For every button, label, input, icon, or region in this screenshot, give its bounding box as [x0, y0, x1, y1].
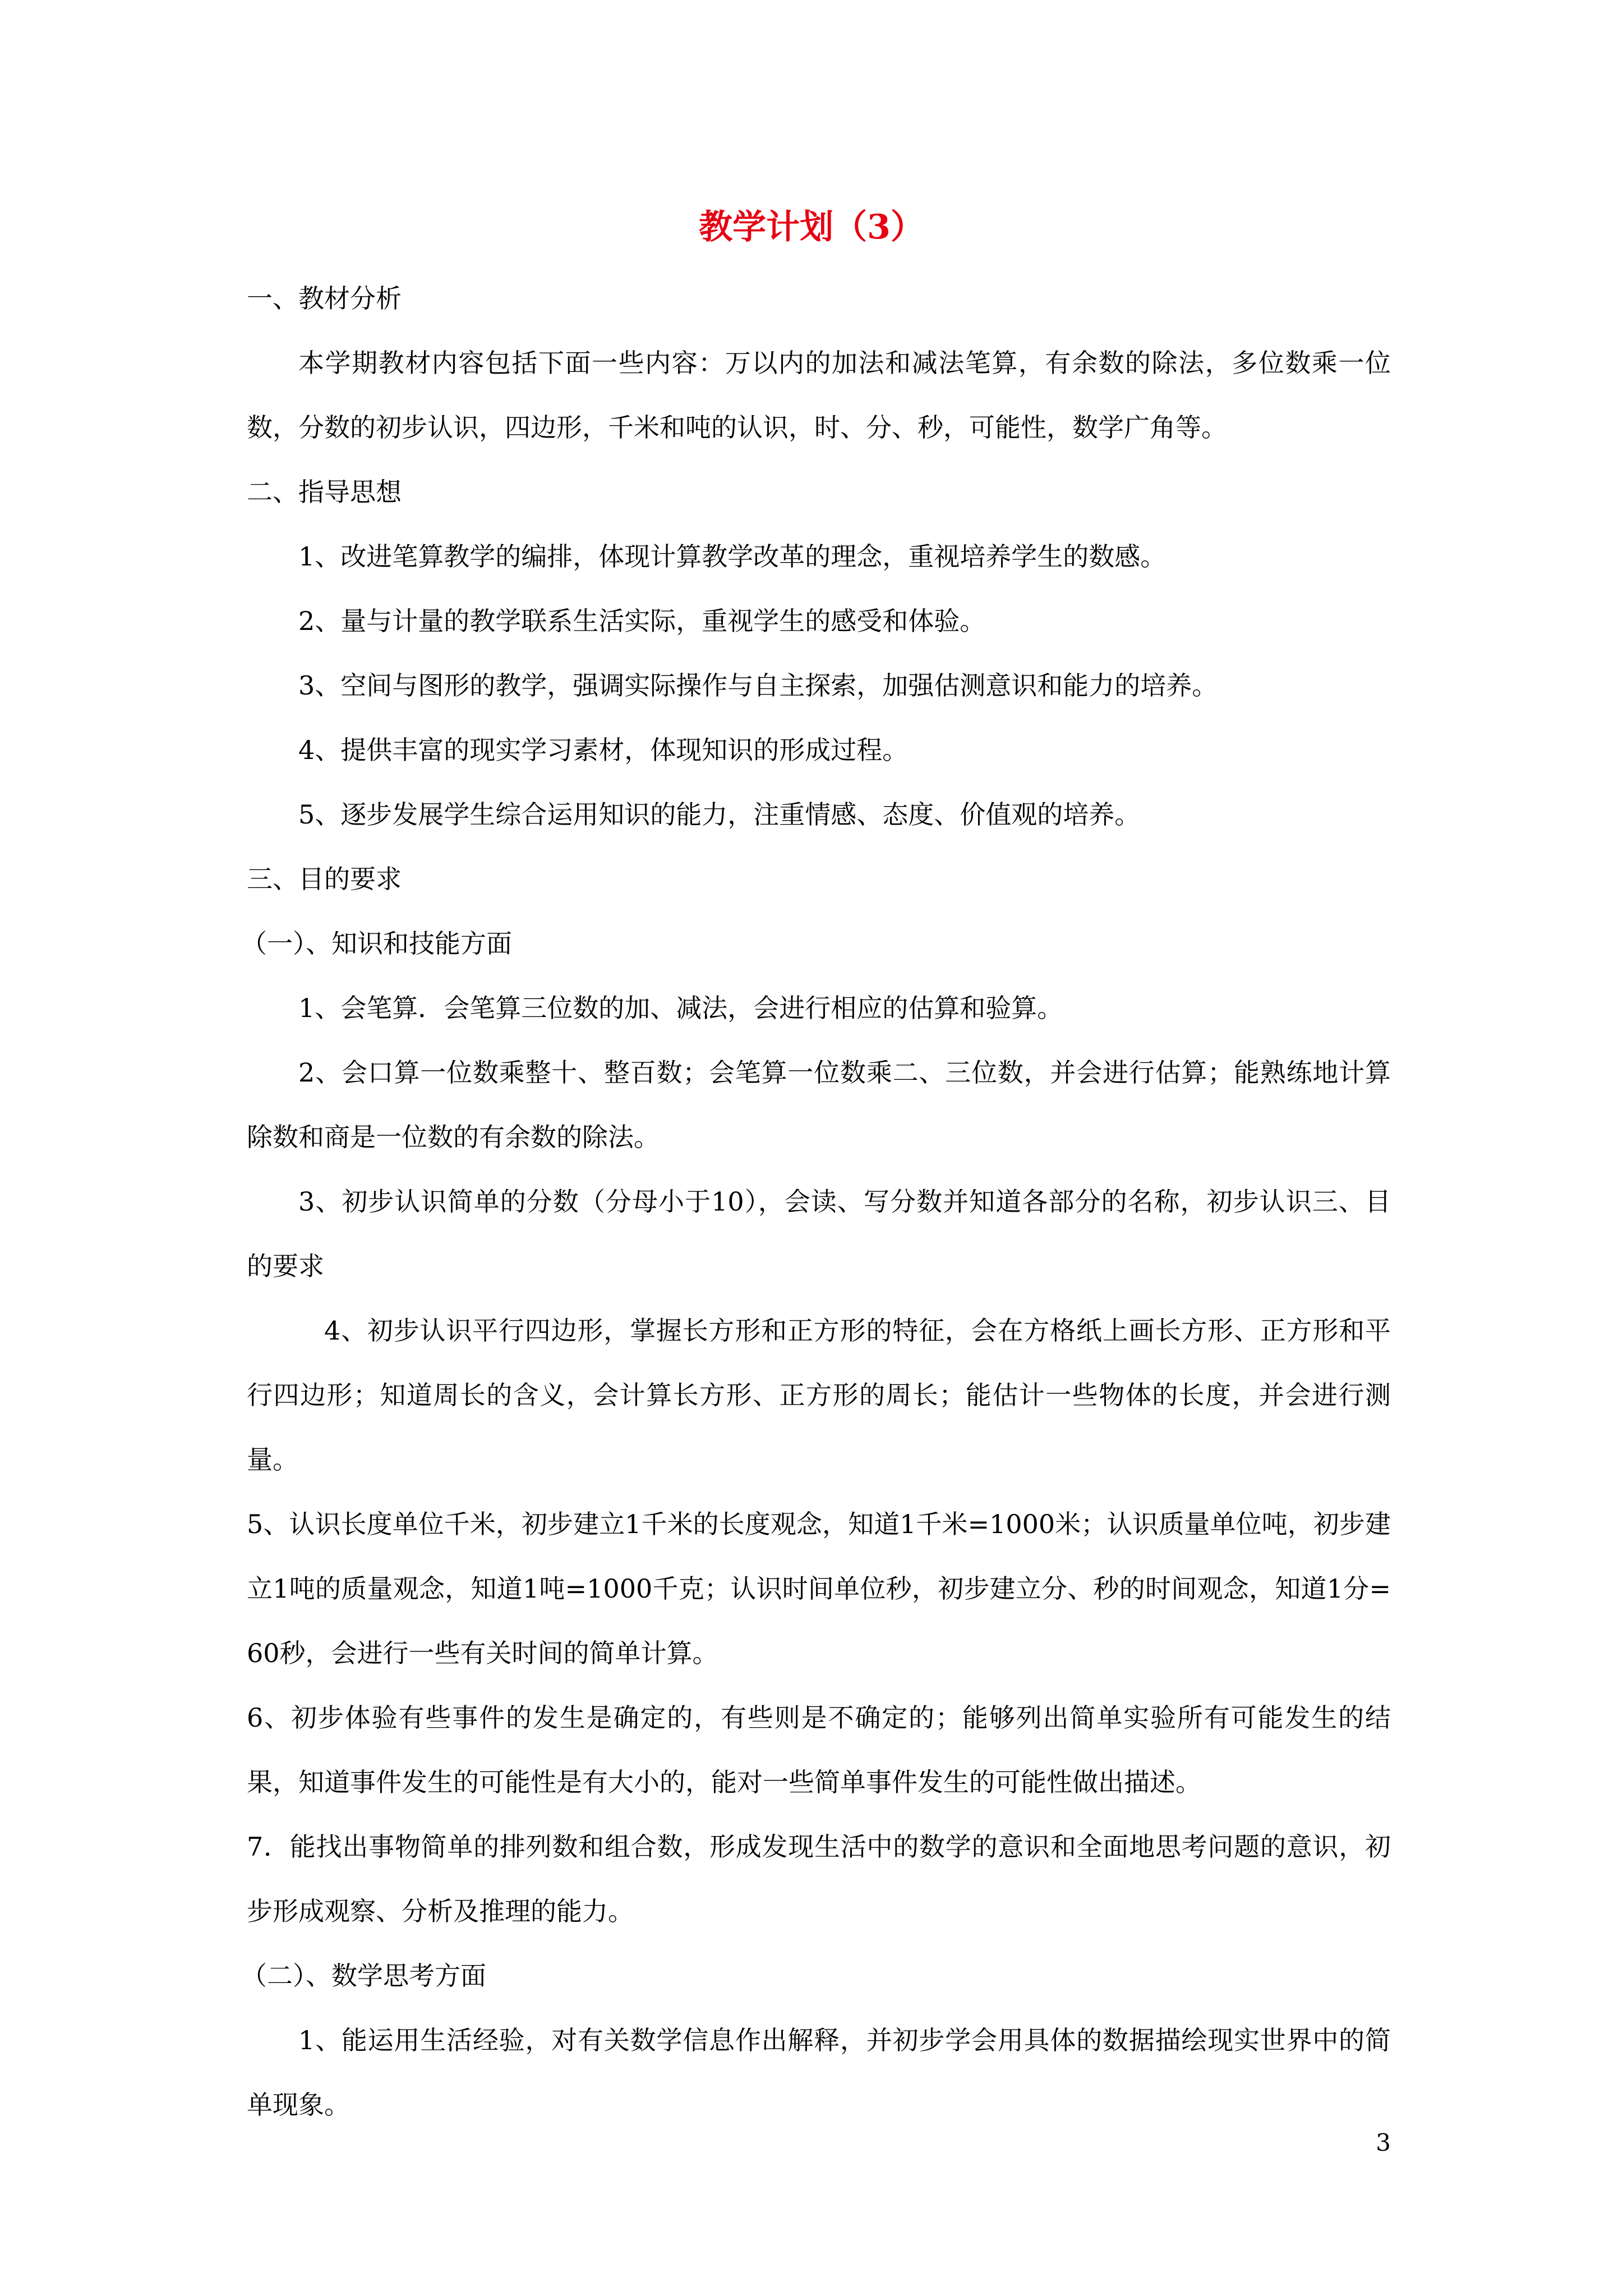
paragraph: 5、逐步发展学生综合运用知识的能力，注重情感、态度、价值观的培养。: [298, 799, 1141, 830]
document-title: 教学计划（3）: [699, 208, 924, 247]
paragraph: 2、量与计量的教学联系生活实际，重视学生的感受和体验。: [298, 606, 986, 636]
section-heading-or-item: 7．能找出事物简单的排列数和组合数，形成发现生活中的数学的意识和全面地思考问题的意识，初步形成观察、分析及推理的能力。: [247, 1832, 1391, 1926]
paragraph: 4、提供丰富的现实学习素材，体现知识的形成过程。: [298, 735, 909, 765]
paragraph: 3、空间与图形的教学，强调实际操作与自主探索，加强估测意识和能力的培养。: [298, 670, 1218, 701]
paragraph: 1、会笔算．会笔算三位数的加、减法，会进行相应的估算和验算。: [298, 993, 1063, 1023]
section-heading-or-item: 三、目的要求: [247, 864, 402, 894]
paragraph: 1、改进笔算教学的编排，体现计算教学改革的理念，重视培养学生的数感。: [298, 541, 1166, 572]
section-heading-or-item: 5、认识长度单位千米，初步建立1千米的长度观念，知道1千米=1000米；认识质量单位吨，初步建立1吨的质量观念，知道1吨=1000千克；认识时间单位秒，初步建立分、秒的时间观念，知道1分=60秒，会进行一些有关时间的简单计算。: [247, 1509, 1391, 1668]
paragraph: 2、会口算一位数乘整十、整百数；会笔算一位数乘二、三位数，并会进行估算；能熟练地计算除数和商是一位数的有余数的除法。: [247, 1057, 1391, 1152]
section-heading-or-item: 二、指导思想: [247, 477, 402, 507]
paragraph: 4、初步认识平行四边形，掌握长方形和正方形的特征，会在方格纸上画长方形、正方形和平行四边形；知道周长的含义，会计算长方形、正方形的周长；能估计一些物体的长度，并会进行测量。: [247, 1315, 1391, 1475]
subsection-heading: （一）、知识和技能方面: [241, 928, 512, 959]
section-heading-or-item: 一、教材分析: [247, 283, 402, 314]
page-number: 3: [1376, 2129, 1391, 2156]
subsection-heading: （二）、数学思考方面: [241, 1961, 486, 1991]
paragraph: 本学期教材内容包括下面一些内容：万以内的加法和减法笔算，有余数的除法，多位数乘一位数，分数的初步认识，四边形，千米和吨的认识，时、分、秒，可能性，数学广角等。: [247, 348, 1391, 443]
paragraph: 1、能运用生活经验，对有关数学信息作出解释，并初步学会用具体的数据描绘现实世界中的简单现象。: [247, 2025, 1391, 2120]
paragraph: 3、初步认识简单的分数（分母小于10），会读、写分数并知道各部分的名称，初步认识三、目的要求: [247, 1186, 1391, 1281]
section-heading-or-item: 6、初步体验有些事件的发生是确定的，有些则是不确定的；能够列出简单实验所有可能发生的结果，知道事件发生的可能性是有大小的，能对一些简单事件发生的可能性做出描述。: [247, 1703, 1391, 1797]
document-body: [241, 266, 1391, 2137]
